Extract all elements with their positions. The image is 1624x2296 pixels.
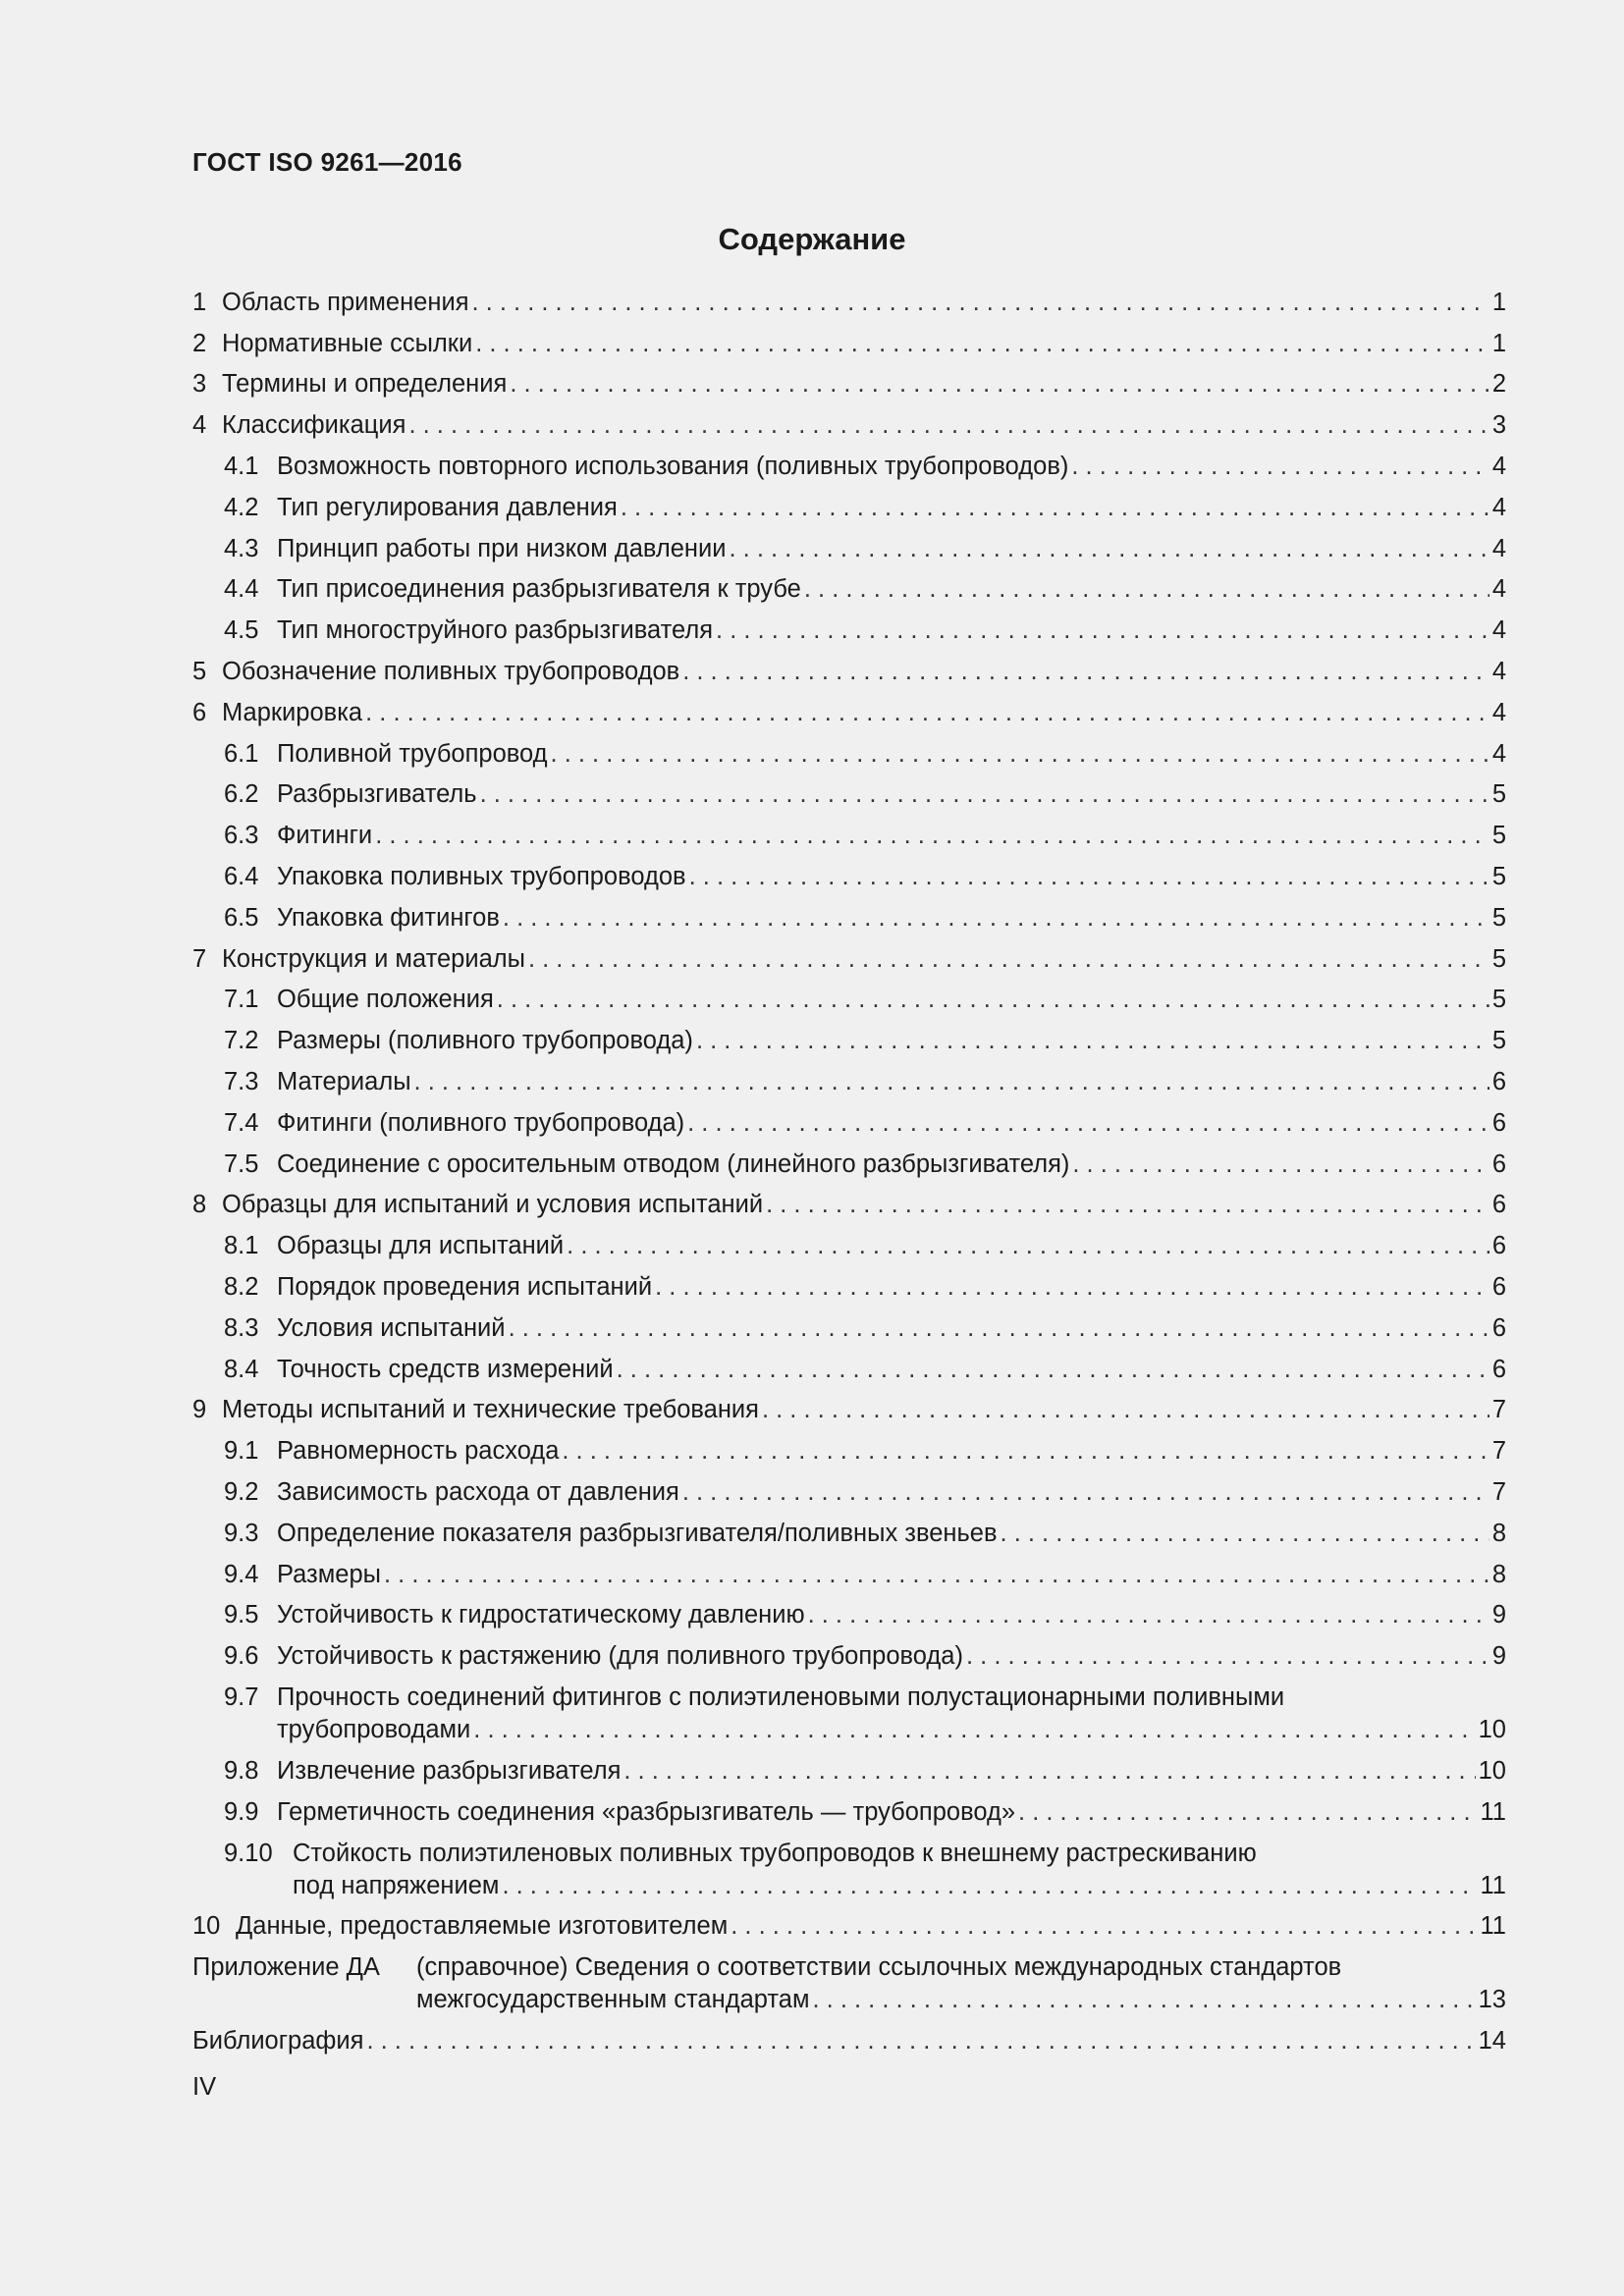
page-title: Содержание (718, 222, 906, 256)
toc-entry-line (224, 1232, 1506, 1260)
toc-entry-line (224, 453, 1506, 481)
toc-entry[interactable] (192, 531, 1506, 572)
toc-entry[interactable] (192, 859, 1506, 900)
toc-entry-title: Упаковка фитингов (277, 903, 500, 932)
toc-entry-line (192, 1191, 1506, 1219)
toc-entry-line (192, 658, 1506, 686)
toc-entry-line (416, 1986, 1506, 2014)
toc-entry[interactable] (192, 326, 1506, 367)
toc-entry-title: Материалы (277, 1067, 411, 1095)
toc-entry-title-continued: под напряжением (293, 1871, 500, 1899)
toc-page-number: 4 (1491, 616, 1506, 645)
toc-entry[interactable] (192, 1680, 1506, 1753)
toc-dot-leader (503, 904, 1489, 933)
toc-entry-line (224, 575, 1506, 604)
toc-page-number: 6 (1491, 1149, 1506, 1178)
toc-entry[interactable] (192, 1188, 1506, 1229)
toc-page-number: 10 (1478, 1716, 1506, 1744)
toc-entry-number: 6.4 (224, 862, 259, 890)
toc-entry-number: 8.4 (224, 1355, 259, 1383)
toc-entry-title: Размеры (277, 1560, 381, 1588)
toc-entry[interactable] (192, 818, 1506, 859)
toc-dot-leader (808, 1601, 1489, 1629)
toc-page-number: 6 (1491, 1108, 1506, 1137)
toc-dot-leader (730, 535, 1489, 563)
toc-dot-leader (473, 1716, 1475, 1744)
toc-entry-number: 7.5 (224, 1149, 259, 1178)
toc-page-number: 11 (1480, 1912, 1506, 1941)
toc-entry[interactable] (192, 1147, 1506, 1188)
toc-dot-leader (472, 289, 1489, 317)
toc-entry-number: 1 (192, 288, 207, 316)
toc-page-number: 6 (1491, 1067, 1506, 1095)
toc-entry-line (224, 494, 1506, 522)
toc-dot-leader (812, 1986, 1475, 2014)
toc-entry[interactable] (192, 1557, 1506, 1598)
toc-dot-leader (1018, 1798, 1477, 1827)
toc-entry[interactable] (192, 1269, 1506, 1310)
toc-entry-number: 6.5 (224, 903, 259, 932)
toc-entry-title: Тип многоструйного разбрызгивателя (277, 616, 714, 645)
toc-entry[interactable] (192, 449, 1506, 490)
toc-page-number: 6 (1491, 1355, 1506, 1383)
toc-entry-number: 9.5 (224, 1601, 259, 1629)
toc-entry[interactable] (192, 1794, 1506, 1836)
toc-entry-first-line (224, 1840, 1257, 1868)
toc-entry-title: Образцы для испытаний (277, 1232, 565, 1260)
toc-entry-title: Поливной трубопровод (277, 739, 548, 768)
toc-dot-leader (562, 1437, 1489, 1466)
toc-entry[interactable] (192, 1393, 1506, 1434)
toc-dot-leader (1001, 1520, 1489, 1548)
toc-entry-number: 2 (192, 329, 207, 357)
toc-page-number: 1 (1491, 288, 1506, 316)
toc-entry-title: Область применения (222, 288, 469, 316)
toc-entry-line (224, 1478, 1506, 1507)
toc-entry[interactable] (192, 1836, 1506, 1909)
toc-page-number: 7 (1491, 1477, 1506, 1506)
toc-page-number: 3 (1491, 411, 1506, 440)
toc-dot-leader (384, 1561, 1489, 1589)
toc-entry[interactable] (192, 1949, 1506, 2023)
toc-entry-number: 7.4 (224, 1108, 259, 1137)
toc-dot-leader (475, 330, 1489, 358)
toc-entry-line (192, 699, 1506, 727)
toc-page-number: 2 (1491, 370, 1506, 399)
toc-entry-number: 10 (192, 1912, 221, 1941)
toc-dot-leader (567, 1232, 1489, 1260)
toc-entry-number: 4.4 (224, 575, 259, 604)
toc-dot-leader (617, 1356, 1489, 1384)
toc-entry-number: 8.2 (224, 1272, 259, 1301)
toc-entry[interactable] (192, 2023, 1506, 2064)
toc-dot-leader (497, 986, 1489, 1014)
toc-entry-line (192, 330, 1506, 358)
toc-entry-title: Порядок проведения испытаний (277, 1272, 653, 1301)
toc-entry[interactable] (192, 983, 1506, 1024)
toc-entry[interactable] (192, 900, 1506, 941)
toc-entry-number: 6 (192, 698, 207, 726)
toc-page-number: 5 (1491, 822, 1506, 850)
toc-entry-line (224, 1798, 1506, 1827)
toc-entry-number: 5 (192, 657, 207, 685)
toc-page-number: 8 (1491, 1560, 1506, 1588)
toc-entry[interactable] (192, 1433, 1506, 1474)
toc-entry[interactable] (192, 285, 1506, 326)
toc-page-number: 5 (1491, 986, 1506, 1014)
toc-entry-number: 9.1 (224, 1437, 259, 1466)
toc-entry-title: Тип регулирования давления (277, 493, 618, 521)
toc-entry-title: Условия испытаний (277, 1313, 506, 1342)
toc-entry-number: 7 (192, 944, 207, 973)
toc-dot-leader (1071, 453, 1489, 481)
toc-entry-number: 7.1 (224, 986, 259, 1014)
toc-entry-number: 6.1 (224, 739, 259, 768)
table-of-contents (192, 285, 1506, 2064)
toc-entry-first-line (224, 1683, 1284, 1712)
toc-entry-line (192, 289, 1506, 317)
toc-dot-leader (623, 1757, 1475, 1786)
toc-entry-title: (справочное) Сведения о соответствии ссылочных международных стандартов (416, 1953, 1342, 1982)
toc-page-number: 5 (1491, 780, 1506, 809)
toc-entry-line (224, 904, 1506, 933)
toc-page-number: 7 (1491, 1437, 1506, 1466)
toc-entry-number: 4.1 (224, 452, 259, 480)
toc-entry-line (224, 1068, 1506, 1096)
toc-entry-title: Устойчивость к растяжению (для поливного трубопровода) (277, 1642, 963, 1671)
toc-entry-line (224, 1150, 1506, 1179)
toc-entry-title: Фитинги (277, 822, 373, 850)
toc-entry-title: Маркировка (222, 698, 363, 726)
toc-entry-line (192, 370, 1506, 399)
toc-entry-number: 9.7 (224, 1683, 259, 1712)
toc-page-number: 7 (1491, 1396, 1506, 1424)
toc-page-number: 4 (1491, 575, 1506, 604)
toc-entry-title: Упаковка поливных трубопроводов (277, 862, 686, 890)
toc-page-number: 6 (1491, 1313, 1506, 1342)
toc-entry-title: Стойкость полиэтиленовых поливных трубопроводов к внешнему растрескиванию (293, 1839, 1257, 1867)
toc-entry-line (192, 945, 1506, 974)
toc-dot-leader (716, 616, 1489, 645)
toc-dot-leader (551, 740, 1489, 769)
toc-page-number: 9 (1491, 1601, 1506, 1629)
toc-page-number: 4 (1491, 452, 1506, 480)
toc-entry-title: Библиография (192, 2027, 364, 2056)
toc-page-number: 6 (1491, 1272, 1506, 1301)
toc-entry-title: Разбрызгиватель (277, 780, 477, 809)
toc-entry-title: Обозначение поливных трубопроводов (222, 657, 680, 685)
toc-dot-leader (682, 658, 1489, 686)
toc-entry[interactable] (192, 1909, 1506, 1950)
toc-entry-number: 4.5 (224, 616, 259, 645)
toc-entry-title: Образцы для испытаний и условия испытаний (222, 1191, 764, 1219)
toc-dot-leader (689, 863, 1489, 891)
toc-dot-leader (375, 822, 1489, 850)
toc-entry[interactable] (192, 490, 1506, 531)
page-number: IV (192, 2073, 217, 2101)
toc-entry-title: Определение показателя разбрызгивателя/поливных звеньев (277, 1519, 998, 1547)
toc-entry[interactable] (192, 407, 1506, 449)
toc-entry[interactable] (192, 1105, 1506, 1147)
toc-entry[interactable] (192, 613, 1506, 654)
toc-annex-label: Приложение ДА (192, 1953, 380, 1982)
toc-page-number: 5 (1491, 903, 1506, 932)
toc-entry-line (192, 2027, 1506, 2056)
toc-entry-title: Размеры (поливного трубопровода) (277, 1027, 693, 1055)
toc-entry-title: Методы испытаний и технические требования (222, 1396, 759, 1424)
toc-page-number: 11 (1480, 1871, 1506, 1899)
toc-entry-line (224, 1273, 1506, 1302)
toc-page-number: 4 (1491, 739, 1506, 768)
toc-entry[interactable] (192, 572, 1506, 614)
toc-page-number: 4 (1491, 698, 1506, 726)
toc-entry-line (224, 1437, 1506, 1466)
toc-entry-line (224, 1314, 1506, 1343)
toc-entry-first-line (192, 1953, 1341, 1982)
toc-page-number: 14 (1478, 2027, 1506, 2056)
toc-entry-title: Точность средств измерений (277, 1355, 614, 1383)
toc-entry-line (224, 822, 1506, 850)
toc-entry-line (224, 1027, 1506, 1055)
toc-dot-leader (762, 1396, 1489, 1424)
toc-entry-line (224, 1601, 1506, 1629)
toc-entry-line (224, 1642, 1506, 1671)
toc-entry-title: Нормативные ссылки (222, 329, 473, 357)
toc-entry-line (224, 1561, 1506, 1589)
toc-entry-number: 9.4 (224, 1560, 259, 1588)
toc-entry-title: Принцип работы при низком давлении (277, 534, 727, 562)
toc-page-number: 10 (1478, 1756, 1506, 1785)
toc-page-number: 1 (1491, 329, 1506, 357)
toc-entry-title: Соединение с оросительным отводом (линейного разбрызгивателя) (277, 1149, 1070, 1178)
toc-entry-number: 9.6 (224, 1642, 259, 1671)
toc-entry-line (192, 1396, 1506, 1424)
toc-entry-line (224, 1716, 1506, 1744)
toc-page-number: 4 (1491, 534, 1506, 562)
toc-entry[interactable] (192, 1310, 1506, 1352)
toc-dot-leader (655, 1273, 1489, 1302)
toc-entry-line (224, 863, 1506, 891)
toc-dot-leader (510, 370, 1489, 399)
toc-entry[interactable] (192, 941, 1506, 983)
toc-entry-number: 6.2 (224, 780, 259, 809)
toc-dot-leader (731, 1912, 1477, 1941)
toc-entry-line (224, 1872, 1506, 1900)
toc-entry-number: 9.9 (224, 1797, 259, 1826)
toc-dot-leader (528, 945, 1489, 974)
toc-dot-leader (682, 1478, 1489, 1507)
toc-dot-leader (966, 1642, 1489, 1671)
toc-entry[interactable] (192, 695, 1506, 736)
toc-dot-leader (766, 1191, 1489, 1219)
toc-entry-title: Зависимость расхода от давления (277, 1477, 679, 1506)
toc-entry[interactable] (192, 1064, 1506, 1105)
toc-entry[interactable] (192, 367, 1506, 408)
toc-dot-leader (365, 699, 1489, 727)
toc-entry-title-continued: трубопроводами (277, 1716, 471, 1744)
toc-entry-title-continued: межгосударственным стандартам (416, 1986, 810, 2014)
toc-page-number: 8 (1491, 1519, 1506, 1547)
toc-entry-number: 4 (192, 411, 207, 440)
toc-dot-leader (502, 1872, 1477, 1900)
toc-dot-leader (687, 1109, 1489, 1138)
toc-dot-leader (414, 1068, 1489, 1096)
toc-entry[interactable] (192, 1228, 1506, 1269)
toc-entry[interactable] (192, 777, 1506, 819)
toc-entry-title: Герметичность соединения «разбрызгиватель — трубопровод» (277, 1797, 1016, 1826)
toc-entry-number: 7.3 (224, 1067, 259, 1095)
document-identifier: ГОСТ ISO 9261—2016 (192, 147, 462, 177)
toc-page-number: 5 (1491, 1027, 1506, 1055)
toc-entry-number: 4.3 (224, 534, 259, 562)
toc-page-number: 5 (1491, 944, 1506, 973)
toc-entry-line (224, 535, 1506, 563)
toc-entry-number: 6.3 (224, 822, 259, 850)
toc-entry-title: Классификация (222, 411, 406, 440)
toc-entry-number: 9.3 (224, 1519, 259, 1547)
toc-entry-title: Общие положения (277, 986, 494, 1014)
toc-page-number: 9 (1491, 1642, 1506, 1671)
toc-entry-line (224, 986, 1506, 1014)
toc-entry-title: Равномерность расхода (277, 1437, 560, 1466)
toc-dot-leader (366, 2027, 1475, 2056)
toc-entry-line (224, 1757, 1506, 1786)
toc-page-number: 4 (1491, 657, 1506, 685)
toc-entry-line (224, 1520, 1506, 1548)
toc-page-number: 6 (1491, 1232, 1506, 1260)
toc-entry-number: 9 (192, 1396, 207, 1424)
toc-entry[interactable] (192, 1598, 1506, 1639)
toc-entry-line (192, 411, 1506, 440)
toc-entry-number: 8.1 (224, 1232, 259, 1260)
toc-entry-number: 7.2 (224, 1027, 259, 1055)
toc-page-number: 6 (1491, 1191, 1506, 1219)
toc-entry-line (224, 1109, 1506, 1138)
toc-dot-leader (696, 1027, 1489, 1055)
toc-dot-leader (1072, 1150, 1489, 1179)
toc-entry-number: 3 (192, 370, 207, 399)
toc-entry-number: 8.3 (224, 1313, 259, 1342)
toc-entry[interactable] (192, 736, 1506, 777)
toc-page-number: 5 (1491, 862, 1506, 890)
toc-entry-number: 4.2 (224, 493, 259, 521)
toc-entry-number: 9.10 (224, 1839, 273, 1867)
toc-entry-line (192, 1912, 1506, 1941)
toc-page-number: 11 (1480, 1797, 1506, 1826)
toc-entry-number: 9.8 (224, 1756, 259, 1785)
toc-entry-line (224, 616, 1506, 645)
toc-dot-leader (408, 411, 1489, 440)
toc-entry-title: Фитинги (поливного трубопровода) (277, 1108, 685, 1137)
toc-entry[interactable] (192, 654, 1506, 695)
toc-entry[interactable] (192, 1352, 1506, 1393)
toc-entry-title: Данные, предоставляемые изготовителем (236, 1912, 729, 1941)
toc-entry[interactable] (192, 1753, 1506, 1794)
toc-entry-title: Тип присоединения разбрызгивателя к трубе (277, 575, 801, 604)
toc-entry-line (224, 780, 1506, 809)
toc-dot-leader (509, 1314, 1489, 1343)
toc-entry-title: Устойчивость к гидростатическому давлению (277, 1601, 805, 1629)
toc-page-number: 13 (1478, 1986, 1506, 2014)
toc-entry-title: Термины и определения (222, 370, 508, 399)
toc-entry[interactable] (192, 1023, 1506, 1064)
toc-entry[interactable] (192, 1516, 1506, 1557)
toc-entry-title: Конструкция и материалы (222, 944, 525, 973)
toc-entry-title: Прочность соединений фитингов с полиэтиленовыми полустационарными поливными (277, 1683, 1285, 1712)
toc-entry-title: Извлечение разбрызгивателя (277, 1756, 622, 1785)
toc-dot-leader (621, 494, 1489, 522)
toc-entry-line (224, 1356, 1506, 1384)
toc-page-number: 4 (1491, 493, 1506, 521)
toc-entry-title: Возможность повторного использования (поливных трубопроводов) (277, 452, 1069, 480)
toc-dot-leader (480, 780, 1489, 809)
toc-entry[interactable] (192, 1474, 1506, 1516)
toc-entry-line (224, 740, 1506, 769)
toc-entry-number: 8 (192, 1191, 207, 1219)
toc-dot-leader (804, 575, 1489, 604)
toc-entry-number: 9.2 (224, 1477, 259, 1506)
toc-entry[interactable] (192, 1638, 1506, 1680)
